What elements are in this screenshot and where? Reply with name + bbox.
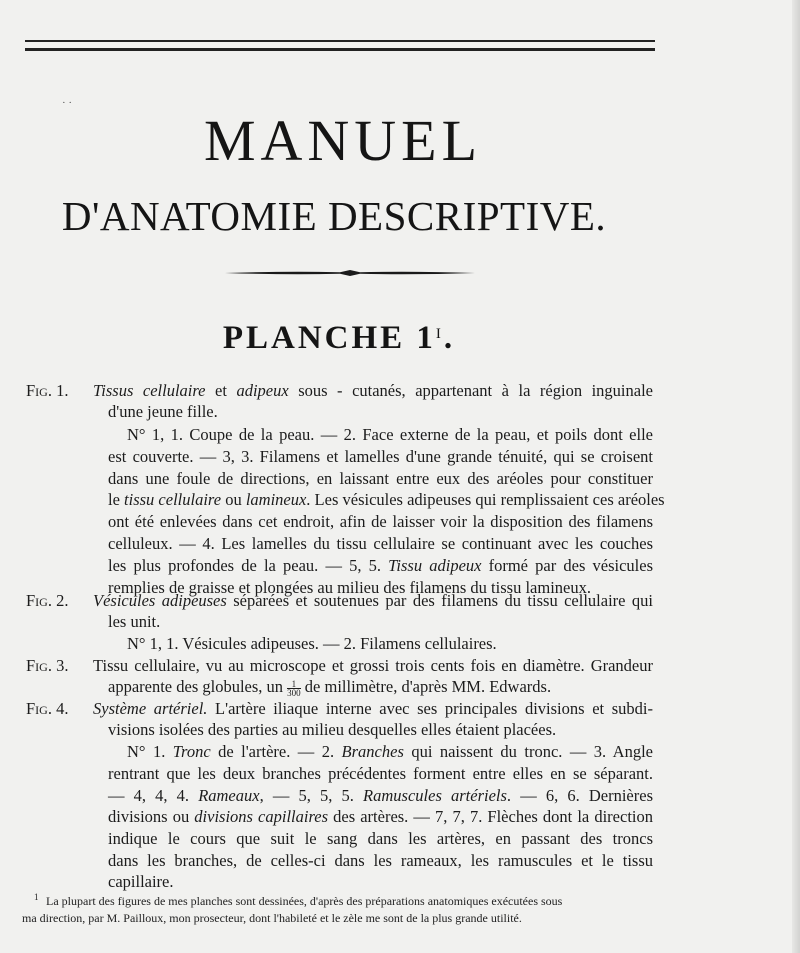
footnote-line-2: ma direction, par M. Pailloux, mon prosecteur, dont l'habileté et le zèle me sont de la plus grande utilité. bbox=[22, 911, 522, 925]
figure-3-line-2: apparente des globules, un $\frac{1}{300}$ de millimètre, d'après MM. Edwards. bbox=[108, 677, 552, 698]
figure-4-line-3: N° 1. Tronc de l'artère. — 2. Branches qui naissent du tronc. — 3. Angle bbox=[127, 742, 653, 761]
figure-3-entry bbox=[26, 656, 666, 701]
figure-1-line-4: est couverte. — 3, 3. Filamens et lamelles d'une grande ténuité, qui se croisent bbox=[108, 447, 653, 466]
figure-2-line-3: N° 1, 1. Vésicules adipeuses. — 2. Filamens cellulaires. bbox=[127, 634, 497, 653]
figure-2-entry bbox=[26, 591, 666, 661]
figure-2-line-1: Vésicules adipeuses séparées et soutenues par des filamens du tissu cellulaire qui bbox=[93, 591, 653, 610]
figure-3-line-1: Tissu cellulaire, vu au microscope et grossi trois cents fois en diamètre. Grandeur bbox=[93, 656, 653, 675]
figure-4-line-6: divisions ou divisions capillaires des artères. — 7, 7, 7. Flèches dont la direction bbox=[108, 807, 653, 826]
header-rule-thin bbox=[25, 40, 655, 42]
figure-1-line-8: celluleux. — 4. Les lamelles du tissu cellulaire se continuant avec les couches bbox=[108, 534, 653, 553]
figure-4-line-9: capillaire. bbox=[108, 872, 174, 891]
figure-1-label: Fig. 1. bbox=[26, 381, 69, 400]
figure-1-entry bbox=[26, 381, 666, 597]
figure-1-line-2: d'une jeune fille. bbox=[108, 402, 218, 421]
figure-1-line-3: N° 1, 1. Coupe de la peau. — 2. Face externe de la peau, et poils dont elle bbox=[127, 425, 653, 444]
figure-4-line-4: rentrant que les deux branches précédentes forment entre elles en se séparant. bbox=[108, 764, 653, 783]
fraction: $\frac{1}{300}$ bbox=[287, 678, 301, 698]
figure-4-line-2: visions isolées des parties au milieu desquelles elles étaient placées. bbox=[108, 720, 557, 739]
figure-4-line-1: Système artériel. L'artère iliaque interne avec ses principales divisions et subdi- bbox=[93, 699, 653, 718]
figure-2-label: Fig. 2. bbox=[26, 591, 69, 610]
plate-title: PLANCHE $1^I$. bbox=[222, 320, 456, 356]
figure-4-line-8: dans les branches, de celles-ci dans les rameaux, les ramuscules et le tissu bbox=[108, 851, 653, 870]
page-edge-shadow bbox=[792, 0, 800, 953]
ornament-divider bbox=[225, 268, 475, 278]
plate-title-text: PLANCHE 1 bbox=[222, 320, 436, 356]
figure-4-entry bbox=[26, 699, 666, 891]
figure-1-line-9: les plus profondes de la peau. — 5, 5. Tissu adipeux formé par des vésicules bbox=[108, 556, 653, 575]
dotted-mark: · · bbox=[62, 97, 73, 109]
figure-1-line-6: le tissu cellulaire ou lamineux. Les vésicules adipeuses qui remplissaient ces aréoles bbox=[108, 490, 665, 509]
figure-1-line-10: remplies de graisse et plongées au milieu des filamens du tissu lamineux. bbox=[108, 578, 591, 597]
title-manuel: MANUEL bbox=[203, 108, 483, 173]
figure-2-line-2: les unit. bbox=[108, 612, 161, 631]
figure-4-line-5: — 4, 4, 4. Rameaux, — 5, 5, 5. Ramuscules artériels. — 6, 6. Dernières bbox=[108, 786, 653, 805]
footnote-line-1: La plupart des figures de mes planches sont dessinées, d'après des préparations anatomiques exécutées sous bbox=[46, 894, 563, 908]
footnote-mark: 1 bbox=[34, 892, 39, 902]
figure-1-line-1: Tissus cellulaire et adipeux sous - cutanés, appartenant à la région inguinale bbox=[93, 381, 653, 400]
figure-4-label: Fig. 4. bbox=[26, 699, 69, 718]
figure-1-line-5: dans une foule de directions, en laissant entre eux des aréoles pour constituer bbox=[108, 469, 653, 488]
figure-3-label: Fig. 3. bbox=[26, 656, 69, 675]
figure-4-line-7: indique le cours que suit le sang dans les artères, en passant des troncs bbox=[108, 829, 653, 848]
header-rule-thick bbox=[25, 48, 655, 51]
title-anatomie: D'ANATOMIE DESCRIPTIVE. bbox=[61, 193, 607, 239]
figure-1-line-7: ont été enlevées dans cet endroit, afin de laisser voir la disposition des filamens bbox=[108, 512, 653, 531]
plate-footnote-mark: I bbox=[435, 326, 444, 342]
